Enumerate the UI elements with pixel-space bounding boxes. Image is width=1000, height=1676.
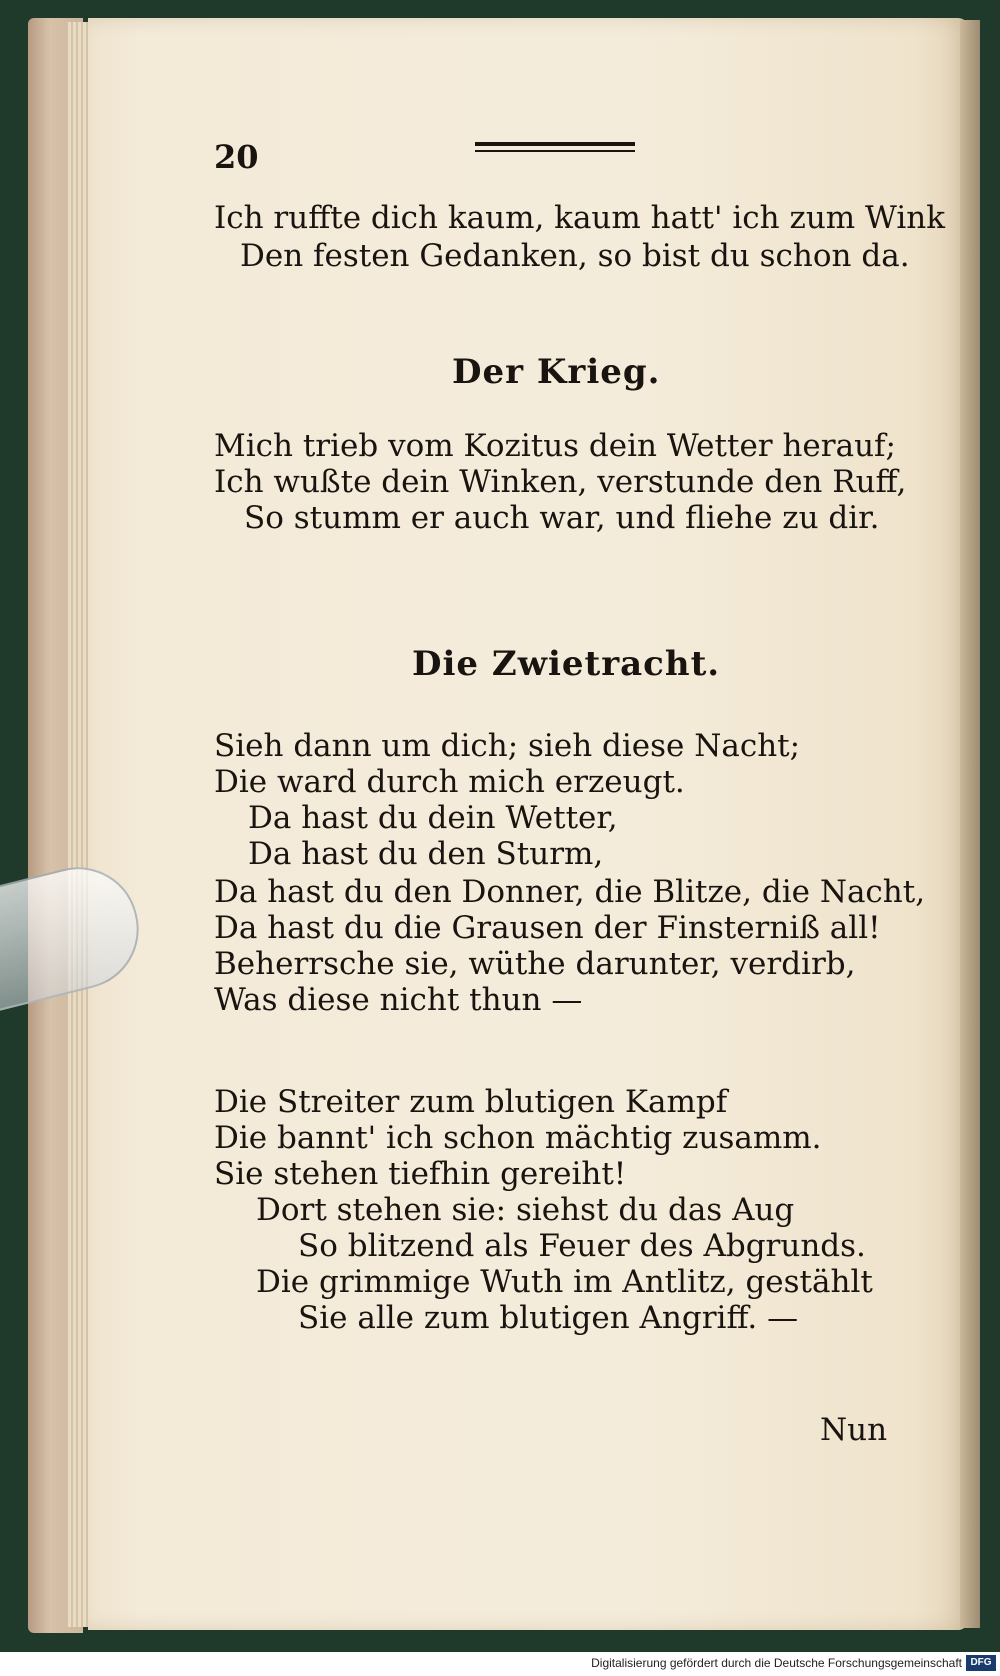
poem-line: So stumm er auch war, und fliehe zu dir. [244, 500, 880, 536]
section-title-zwietracht: Die Zwietracht. [412, 644, 721, 684]
poem-line: Ich ruffte dich kaum, kaum hatt' ich zum Wink [214, 200, 946, 236]
poem-line: Sie stehen tiefhin gereiht! [214, 1156, 627, 1192]
poem-line: Mich trieb vom Kozitus dein Wetter herauf; [214, 428, 896, 464]
poem-line: Was diese nicht thun — [214, 982, 583, 1018]
page-number: 20 [214, 138, 259, 176]
book-right-edge [960, 20, 980, 1628]
poem-line: Da hast du dein Wetter, [248, 800, 618, 836]
poem-line: So blitzend als Feuer des Abgrunds. [298, 1228, 866, 1264]
catchword: Nun [820, 1412, 888, 1448]
poem-line: Die Streiter zum blutigen Kampf [214, 1084, 728, 1120]
poem-line: Da hast du den Sturm, [248, 836, 604, 872]
poem-line: Dort stehen sie: siehst du das Aug [256, 1192, 795, 1228]
poem-line: Beherrsche sie, wüthe darunter, verdirb, [214, 946, 856, 982]
poem-line: Sieh dann um dich; sieh diese Nacht; [214, 728, 801, 764]
poem-line: Da hast du den Donner, die Blitze, die Nacht, [214, 874, 926, 910]
poem-line: Sie alle zum blutigen Angriff. — [298, 1300, 799, 1336]
poem-line: Den festen Gedanken, so bist du schon da. [240, 238, 910, 274]
section-title-krieg: Der Krieg. [452, 352, 661, 392]
poem-line: Ich wußte dein Winken, verstunde den Ruff, [214, 464, 907, 500]
footer-credit: Digitalisierung gefördert durch die Deutsche Forschungsgemeinschaft [591, 1656, 962, 1670]
poem-line: Die grimmige Wuth im Antlitz, gestählt [256, 1264, 873, 1300]
poem-line: Da hast du die Grausen der Finsterniß all! [214, 910, 881, 946]
dfg-logo: DFG [966, 1655, 996, 1671]
poem-line: Die bannt' ich schon mächtig zusamm. [214, 1120, 822, 1156]
header-rule [475, 142, 635, 156]
poem-line: Die ward durch mich erzeugt. [214, 764, 685, 800]
